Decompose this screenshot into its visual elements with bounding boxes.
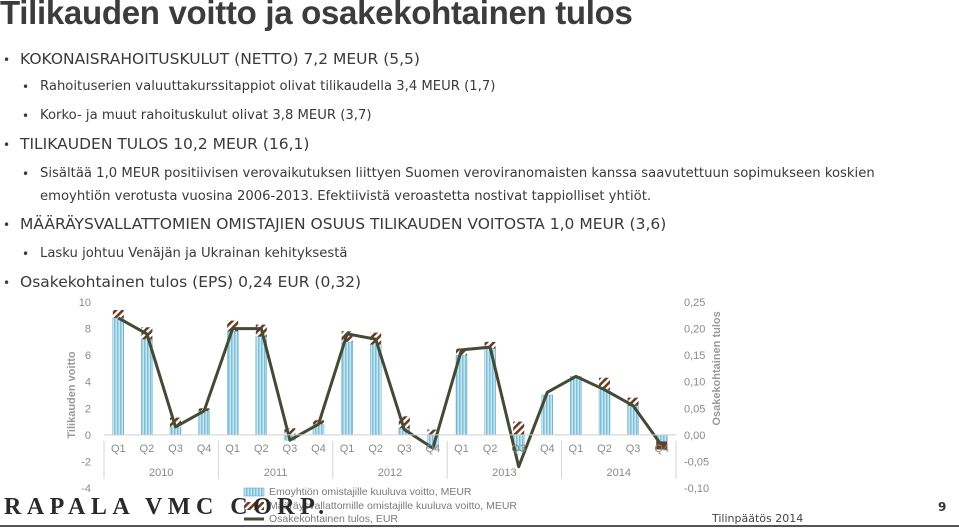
owners-profit-bar	[113, 318, 124, 435]
y-tick-label: -4	[81, 483, 91, 495]
y-tick-label: 0	[84, 429, 91, 442]
x-tick-label: Q3	[625, 442, 641, 455]
y2-axis-title: Osakekohtainen tulos	[711, 311, 723, 426]
bullet-marker: •	[3, 53, 11, 67]
x-tick-label: Q3	[396, 442, 412, 455]
slide-title: Tilikauden voitto ja osakekohtainen tulos	[0, 0, 633, 31]
bullet-marker: •	[22, 247, 30, 261]
x-tick-label: Q4	[196, 442, 212, 455]
y2-tick-label: 0,15	[684, 350, 706, 363]
y-tick-label: 4	[84, 376, 91, 389]
bullet-marker: •	[3, 276, 11, 290]
footer-divider	[0, 525, 959, 527]
x-group-label: 2014	[606, 466, 632, 479]
x-tick-label: Q1	[454, 442, 469, 455]
owners-profit-bar	[570, 376, 581, 434]
x-tick-label: Q1	[110, 442, 126, 455]
y-tick-label: 10	[78, 297, 91, 309]
bullet-minority-share: MÄÄRÄYSVALLATTOMIEN OMISTAJIEN OSUUS TILIKAUDEN VOITOSTA 1,0 MEUR (3,6)	[20, 215, 667, 233]
y2-tick-label: -0,10	[684, 483, 710, 495]
y2-tick-label: -0,05	[684, 456, 710, 469]
bullet-marker: •	[22, 80, 30, 94]
bullet-marker: •	[3, 218, 11, 232]
x-tick-label: Q4	[425, 442, 441, 455]
owners-profit-bar	[227, 331, 238, 435]
minority-profit-bar	[113, 310, 124, 318]
x-tick-label: Q2	[597, 442, 612, 455]
legend-label: Määräysvallattomille omistajille kuuluva voitto, MEUR	[269, 500, 518, 512]
x-tick-label: Q2	[253, 442, 269, 455]
legend-label: Emoyhtiön omistajille kuuluva voitto, MEUR	[269, 486, 472, 498]
bullet-tax-effect-continued: emoyhtiön verotusta vuosina 2006-2013. Efektiivistä veroastetta nostivat tappiolliset yhtiöt.	[40, 189, 652, 204]
owners-profit-bar	[342, 342, 353, 435]
y-tick-label: 6	[84, 350, 91, 363]
x-group-label: 2012	[377, 466, 403, 479]
y2-tick-label: 0,25	[684, 297, 706, 309]
x-tick-label: Q3	[168, 442, 183, 455]
y-axis-title: Tilikauden voitto	[66, 351, 78, 439]
y2-tick-label: 0,20	[684, 323, 706, 336]
bullet-tax-effect: Sisältää 1,0 MEUR positiivisen verovaikutuksen liittyen Suomen veroviranomaisten kanssa saavutettuun sopimukseen koskien	[40, 166, 875, 181]
bullet-decrease-reason: Lasku johtuu Venäjän ja Ukrainan kehityksestä	[40, 246, 348, 261]
y-tick-label: 8	[84, 323, 91, 336]
x-tick-label: Q1	[568, 442, 584, 455]
y-tick-label: 2	[84, 403, 91, 416]
x-tick-label: Q3	[511, 442, 527, 455]
bullet-marker: •	[22, 109, 30, 123]
bullet-period-result: TILIKAUDEN TULOS 10,2 MEUR (16,1)	[20, 135, 310, 153]
x-tick-label: Q2	[368, 442, 384, 455]
owners-profit-bar	[370, 345, 381, 435]
x-tick-label: Q2	[482, 442, 498, 455]
bullet-eps: Osakekohtainen tulos (EPS) 0,24 EUR (0,32)	[20, 273, 362, 291]
x-tick-label: Q3	[282, 442, 298, 455]
y2-tick-label: 0,00	[684, 429, 706, 442]
bullet-finance-costs: KOKONAISRAHOITUSKULUT (NETTO) 7,2 MEUR (5,5)	[20, 50, 420, 68]
bullet-marker: •	[3, 138, 11, 152]
owners-profit-bar	[599, 390, 610, 435]
bullet-fx-losses: Rahoituserien valuuttakurssitappiot olivat tilikaudella 3,4 MEUR (1,7)	[40, 79, 496, 94]
legend-label: Osakekohtainen tulos, EUR	[269, 513, 398, 525]
x-group-label: 2013	[492, 466, 517, 479]
y2-tick-label: 0,10	[684, 376, 706, 389]
bullet-interest-costs: Korko- ja muut rahoituskulut olivat 3,8 MEUR (3,7)	[40, 108, 372, 123]
x-group-label: 2010	[148, 466, 174, 479]
page-number: 9	[938, 500, 947, 514]
x-tick-label: Q1	[225, 442, 241, 455]
x-tick-label: Q4	[311, 442, 326, 455]
owners-profit-bar	[141, 339, 152, 435]
y2-tick-label: 0,05	[684, 403, 706, 416]
x-tick-label: Q4	[539, 442, 555, 455]
y-tick-label: -2	[81, 456, 91, 469]
company-logo: RAPALA VMC CORP.	[4, 494, 330, 520]
x-tick-label: Q4	[654, 442, 670, 455]
minority-profit-bar	[513, 422, 524, 435]
x-tick-label: Q1	[339, 442, 355, 455]
owners-profit-bar	[256, 337, 267, 435]
footer-label: Tilinpäätös 2014	[712, 512, 804, 525]
bullet-marker: •	[22, 167, 30, 181]
x-group-label: 2011	[263, 466, 288, 479]
x-tick-label: Q2	[139, 442, 155, 455]
